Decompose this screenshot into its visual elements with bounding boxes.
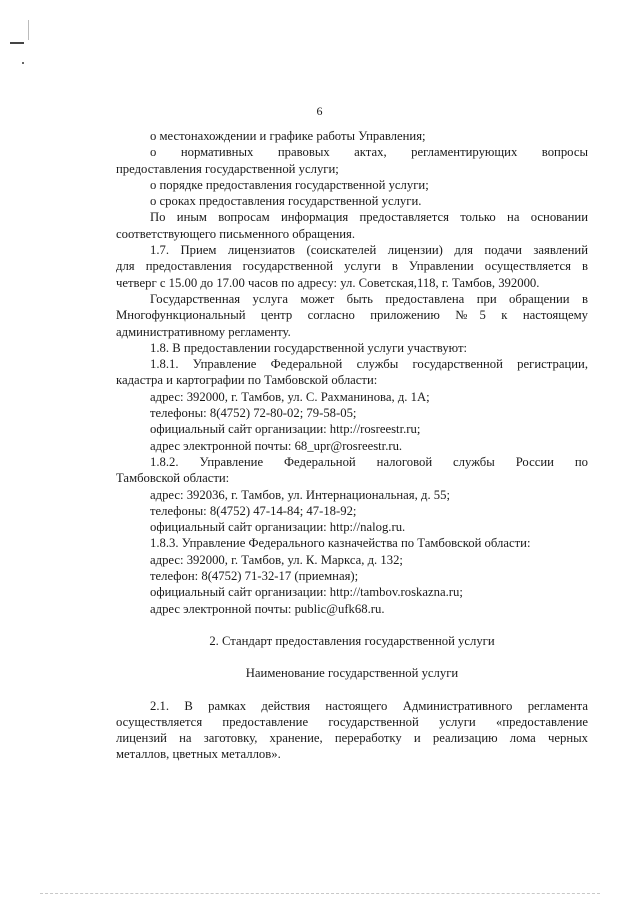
text-line: предоставления государственной услуги; bbox=[116, 161, 339, 176]
text-line: о местонахождении и графике работы Управления; bbox=[150, 129, 426, 143]
scan-artifact-dot bbox=[22, 62, 24, 64]
text-line: 2.1. В рамках действия настоящего Административного регламента bbox=[150, 698, 588, 713]
scan-artifact-edge bbox=[28, 20, 29, 40]
text-line: адрес электронной почты: public@ufk68.ru. bbox=[150, 601, 385, 616]
text-line: металлов, цветных металлов». bbox=[116, 747, 281, 762]
text-line: для предоставления государственной услуги в Управлении осуществляется в bbox=[116, 259, 588, 274]
text-line: официальный сайт организации: http://nalog.ru. bbox=[150, 520, 406, 535]
text-line: кадастра и картографии по Тамбовской области: bbox=[116, 373, 378, 388]
text-line: лицензий на заготовку, хранение, переработку и реализацию лома черных bbox=[116, 731, 588, 746]
text-line: адрес: 392000, г. Тамбов, ул. С. Рахманинова, д. 1А; bbox=[150, 389, 430, 404]
text-line: адрес: 392036, г. Тамбов, ул. Интернациональная, д. 55; bbox=[150, 487, 450, 502]
page-number: 6 bbox=[316, 104, 323, 118]
document-body bbox=[116, 128, 588, 763]
text-line: соответствующего письменного обращения. bbox=[116, 226, 356, 241]
section-heading: Наименование государственной услуги bbox=[245, 666, 459, 681]
text-line: Тамбовской области: bbox=[116, 471, 230, 486]
text-line: официальный сайт организации: http://tambov.roskazna.ru; bbox=[150, 585, 463, 600]
text-line: телефоны: 8(4752) 72-80-02; 79-58-05; bbox=[150, 406, 357, 421]
text-line: Государственная услуга может быть предоставлена при обращении в bbox=[150, 291, 588, 306]
text-line: о нормативных правовых актах, регламентирующих вопросы bbox=[150, 145, 588, 160]
text-line: 1.8.2. Управление Федеральной налоговой службы России по bbox=[150, 454, 588, 469]
text-line: телефоны: 8(4752) 47-14-84; 47-18-92; bbox=[150, 503, 357, 518]
text-line: четверг с 15.00 до 17.00 часов по адресу: ул. Советская,118, г. Тамбов, 392000. bbox=[116, 275, 540, 290]
text-line: 1.8.1. Управление Федеральной службы государственной регистрации, bbox=[150, 357, 588, 372]
text-line: осуществляется предоставление государственной услуги «предоставление bbox=[116, 714, 588, 729]
text-line: 1.8. В предоставлении государственной услуги участвуют: bbox=[150, 340, 468, 355]
text-line: адрес: 392000, г. Тамбов, ул. К. Маркса, д. 132; bbox=[150, 552, 403, 567]
text-line: 1.7. Прием лицензиатов (соискателей лицензии) для подачи заявлений bbox=[150, 243, 588, 258]
paragraph-gap bbox=[116, 649, 588, 665]
text-line: о порядке предоставления государственной услуги; bbox=[150, 177, 429, 192]
text-line: официальный сайт организации: http://rosreestr.ru; bbox=[150, 422, 421, 437]
paragraph-gap bbox=[116, 682, 588, 698]
paragraph-gap bbox=[116, 617, 588, 633]
text-line: Многофункциональный центр согласно приложению №5 к настоящему bbox=[116, 308, 588, 323]
text-line: о сроках предоставления государственной услуги. bbox=[150, 194, 422, 209]
text-line: телефон: 8(4752) 71-32-17 (приемная); bbox=[150, 569, 359, 584]
text-line: административному регламенту. bbox=[116, 324, 291, 339]
scan-artifact-bottom-edge bbox=[40, 893, 600, 895]
text-line: адрес электронной почты: 68_upr@rosreestr.ru. bbox=[150, 438, 403, 453]
scan-artifact-mark bbox=[10, 42, 24, 44]
section-heading: 2. Стандарт предоставления государственной услуги bbox=[209, 633, 495, 648]
text-line: По иным вопросам информация предоставляется только на основании bbox=[150, 210, 588, 225]
text-line: 1.8.3. Управление Федерального казначейства по Тамбовской области: bbox=[150, 536, 531, 551]
